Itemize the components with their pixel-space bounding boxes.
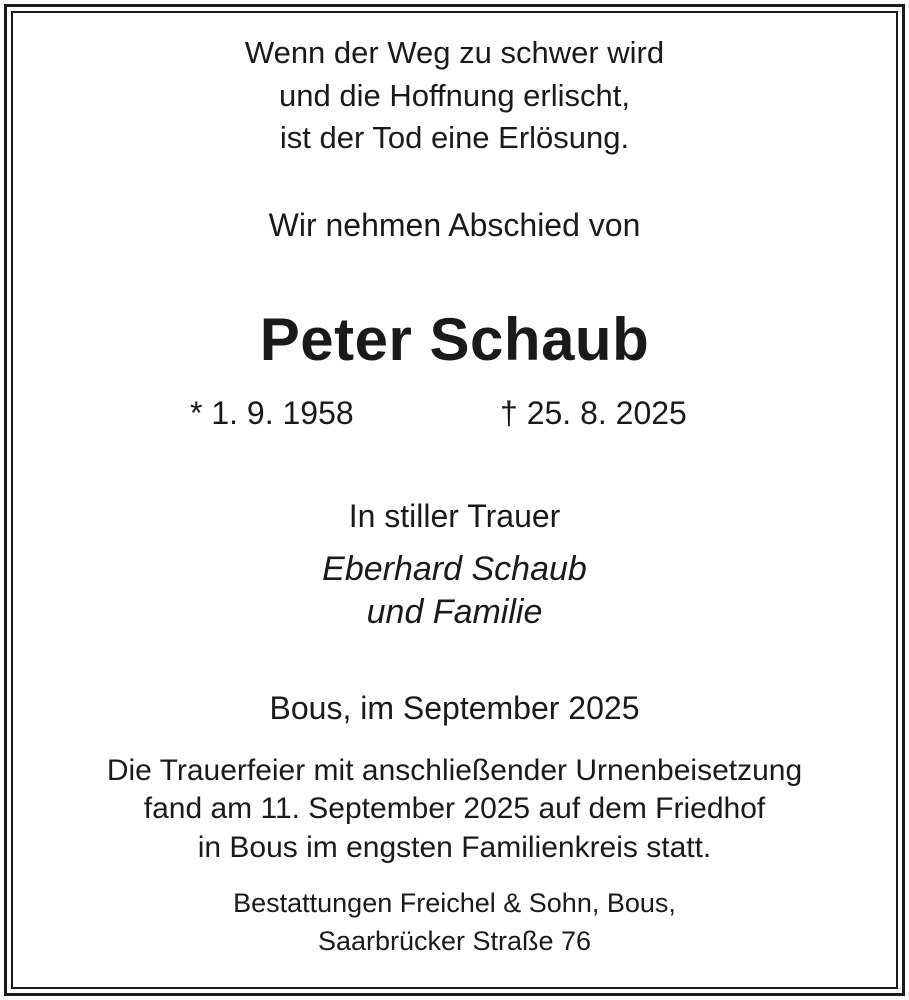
- death-date: † 25. 8. 2025: [500, 395, 687, 431]
- deceased-name: Peter Schaub: [259, 306, 650, 373]
- mourning-intro: In stiller Trauer: [348, 498, 561, 534]
- ceremony-line: in Bous im engsten Familienkreis statt.: [197, 831, 712, 864]
- farewell-text: Wir nehmen Abschied von: [268, 207, 641, 243]
- verse-line: und die Hoffnung erlischt,: [279, 78, 630, 113]
- ceremony-line: fand am 11. September 2025 auf dem Friedhof: [143, 792, 766, 825]
- undertaker-line: Bestattungen Freichel & Sohn, Bous,: [233, 888, 676, 918]
- undertaker-line: Saarbrücker Straße 76: [317, 926, 592, 956]
- mourner-line: und Familie: [366, 593, 543, 631]
- mourner-line: Eberhard Schaub: [322, 550, 587, 588]
- verse-line: ist der Tod eine Erlösung.: [279, 120, 630, 155]
- birth-date: * 1. 9. 1958: [190, 395, 354, 431]
- place-date: Bous, im September 2025: [269, 690, 640, 726]
- verse-line: Wenn der Weg zu schwer wird: [244, 35, 665, 70]
- ceremony-line: Die Trauerfeier mit anschließender Urnenbeisetzung: [106, 754, 803, 787]
